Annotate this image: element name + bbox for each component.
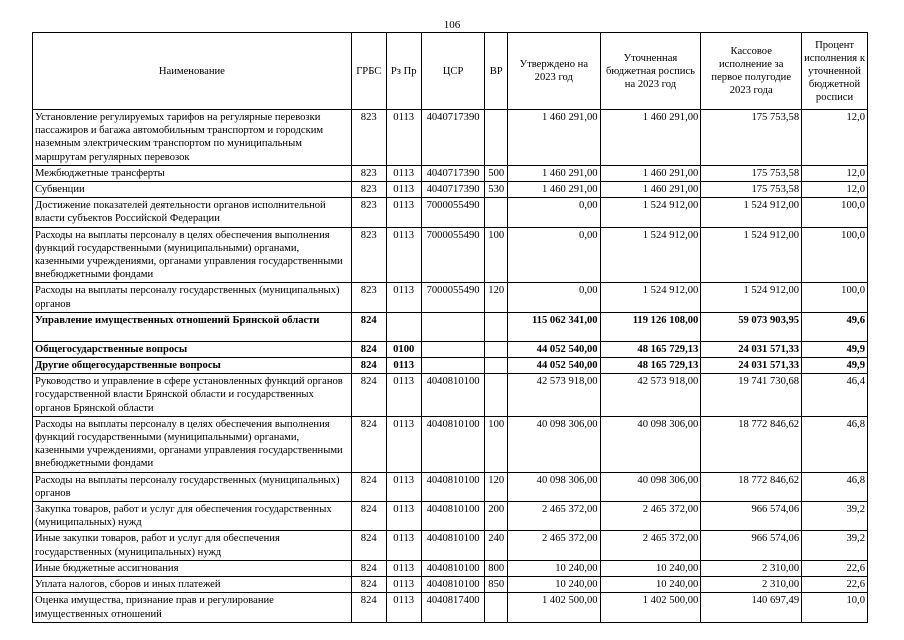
cell-vr <box>485 358 508 374</box>
cell-grbs: 823 <box>351 182 386 198</box>
cell-percent: 12,0 <box>802 182 868 198</box>
cell-vr: 120 <box>485 283 508 312</box>
cell-csr: 4040817400 <box>421 593 485 622</box>
header-executed: Кассовое исполнение за первое полугодие 2023 года <box>701 33 802 110</box>
cell-percent: 49,9 <box>802 358 868 374</box>
cell-name: Руководство и управление в сфере установленных функций органов государственной власти Брянской области и государственных органов Брянской области <box>33 374 352 417</box>
table-row <box>33 358 868 374</box>
cell-vr <box>485 374 508 417</box>
cell-rzpr <box>386 312 421 341</box>
header-percent: Процент исполнения к уточненной бюджетной росписи <box>802 33 868 110</box>
cell-vr: 100 <box>485 416 508 472</box>
table-row <box>33 227 868 283</box>
cell-grbs: 824 <box>351 531 386 560</box>
cell-grbs: 824 <box>351 358 386 374</box>
table-row <box>33 182 868 198</box>
cell-csr: 4040810100 <box>421 560 485 576</box>
cell-grbs: 824 <box>351 312 386 341</box>
cell-executed: 1 524 912,00 <box>701 227 802 283</box>
cell-csr: 4040810100 <box>421 531 485 560</box>
cell-grbs: 823 <box>351 110 386 166</box>
cell-vr <box>485 312 508 341</box>
cell-name: Иные закупки товаров, работ и услуг для обеспечения государственных (муниципальных) нужд <box>33 531 352 560</box>
cell-name: Оценка имущества, признание прав и регулирование имущественных отношений <box>33 593 352 622</box>
cell-name: Управление имущественных отношений Брянской области <box>33 312 352 341</box>
header-grbs: ГРБС <box>351 33 386 110</box>
header-rzpr: Рз Пр <box>386 33 421 110</box>
header-row <box>33 33 868 110</box>
cell-revised: 10 240,00 <box>600 577 701 593</box>
cell-name: Установление регулируемых тарифов на регулярные перевозки пассажиров и багажа автомобильным транспортом и городским наземным электрическим транспортом по муниципальным маршрутам регулярных перевозок <box>33 110 352 166</box>
cell-vr: 120 <box>485 472 508 501</box>
cell-rzpr: 0113 <box>386 374 421 417</box>
cell-executed: 18 772 846,62 <box>701 472 802 501</box>
cell-name: Достижение показателей деятельности органов исполнительной власти субъектов Российской Федерации <box>33 198 352 227</box>
cell-executed: 2 310,00 <box>701 577 802 593</box>
budget-table <box>32 32 868 623</box>
cell-approved: 1 460 291,00 <box>508 165 601 181</box>
cell-approved: 115 062 341,00 <box>508 312 601 341</box>
cell-executed: 18 772 846,62 <box>701 416 802 472</box>
cell-grbs: 823 <box>351 165 386 181</box>
cell-approved: 10 240,00 <box>508 577 601 593</box>
cell-name: Субвенции <box>33 182 352 198</box>
cell-approved: 1 460 291,00 <box>508 110 601 166</box>
cell-percent: 39,2 <box>802 531 868 560</box>
page-number: 106 <box>443 19 461 31</box>
table-row <box>33 593 868 622</box>
cell-rzpr: 0113 <box>386 472 421 501</box>
cell-rzpr: 0100 <box>386 341 421 357</box>
table-row <box>33 341 868 357</box>
cell-csr: 7000055490 <box>421 198 485 227</box>
cell-revised: 10 240,00 <box>600 560 701 576</box>
cell-grbs: 823 <box>351 227 386 283</box>
cell-approved: 0,00 <box>508 227 601 283</box>
cell-vr <box>485 110 508 166</box>
cell-name: Расходы на выплаты персоналу в целях обеспечения выполнения функций государственными (муниципальными) органами, казенными учреждениями, органами управления государственными внебюджетными фондами <box>33 227 352 283</box>
cell-name: Расходы на выплаты персоналу в целях обеспечения выполнения функций государственными (муниципальными) органами, казенными учреждениями, органами управления государственными внебюджетными фондами <box>33 416 352 472</box>
cell-revised: 48 165 729,13 <box>600 341 701 357</box>
cell-approved: 40 098 306,00 <box>508 416 601 472</box>
cell-rzpr: 0113 <box>386 165 421 181</box>
cell-revised: 1 460 291,00 <box>600 110 701 166</box>
cell-percent: 49,9 <box>802 341 868 357</box>
cell-vr: 500 <box>485 165 508 181</box>
cell-name: Уплата налогов, сборов и иных платежей <box>33 577 352 593</box>
cell-vr: 800 <box>485 560 508 576</box>
cell-rzpr: 0113 <box>386 560 421 576</box>
cell-executed: 24 031 571,33 <box>701 341 802 357</box>
cell-vr <box>485 593 508 622</box>
cell-revised: 1 402 500,00 <box>600 593 701 622</box>
cell-executed: 19 741 730,68 <box>701 374 802 417</box>
cell-percent: 10,0 <box>802 593 868 622</box>
cell-csr: 4040717390 <box>421 165 485 181</box>
cell-vr <box>485 341 508 357</box>
cell-vr: 200 <box>485 502 508 531</box>
cell-grbs: 823 <box>351 283 386 312</box>
table-row <box>33 198 868 227</box>
cell-approved: 0,00 <box>508 198 601 227</box>
table-body <box>33 110 868 623</box>
cell-revised: 48 165 729,13 <box>600 358 701 374</box>
cell-approved: 10 240,00 <box>508 560 601 576</box>
cell-rzpr: 0113 <box>386 531 421 560</box>
cell-rzpr: 0113 <box>386 182 421 198</box>
cell-rzpr: 0113 <box>386 110 421 166</box>
cell-percent: 22,6 <box>802 577 868 593</box>
cell-percent: 49,6 <box>802 312 868 341</box>
cell-executed: 140 697,49 <box>701 593 802 622</box>
cell-name: Другие общегосударственные вопросы <box>33 358 352 374</box>
cell-percent: 46,4 <box>802 374 868 417</box>
header-csr: ЦСР <box>421 33 485 110</box>
cell-executed: 59 073 903,95 <box>701 312 802 341</box>
header-approved: Утверждено на 2023 год <box>508 33 601 110</box>
cell-executed: 175 753,58 <box>701 165 802 181</box>
cell-revised: 1 524 912,00 <box>600 283 701 312</box>
header-vr: ВР <box>485 33 508 110</box>
cell-executed: 966 574,06 <box>701 531 802 560</box>
cell-percent: 46,8 <box>802 416 868 472</box>
cell-csr <box>421 358 485 374</box>
cell-revised: 40 098 306,00 <box>600 416 701 472</box>
cell-rzpr: 0113 <box>386 227 421 283</box>
cell-csr: 4040810100 <box>421 502 485 531</box>
cell-executed: 1 524 912,00 <box>701 198 802 227</box>
cell-vr: 850 <box>485 577 508 593</box>
cell-rzpr: 0113 <box>386 577 421 593</box>
cell-approved: 42 573 918,00 <box>508 374 601 417</box>
cell-csr <box>421 341 485 357</box>
cell-name: Расходы на выплаты персоналу государственных (муниципальных) органов <box>33 283 352 312</box>
cell-csr: 4040810100 <box>421 374 485 417</box>
cell-vr: 240 <box>485 531 508 560</box>
cell-executed: 966 574,06 <box>701 502 802 531</box>
cell-name: Межбюджетные трансферты <box>33 165 352 181</box>
cell-grbs: 824 <box>351 374 386 417</box>
header-name: Наименование <box>33 33 352 110</box>
cell-executed: 175 753,58 <box>701 182 802 198</box>
cell-grbs: 824 <box>351 593 386 622</box>
cell-approved: 1 460 291,00 <box>508 182 601 198</box>
cell-executed: 24 031 571,33 <box>701 358 802 374</box>
cell-csr: 4040717390 <box>421 182 485 198</box>
cell-percent: 22,6 <box>802 560 868 576</box>
cell-percent: 100,0 <box>802 283 868 312</box>
cell-csr: 4040810100 <box>421 577 485 593</box>
cell-revised: 1 524 912,00 <box>600 227 701 283</box>
cell-revised: 1 460 291,00 <box>600 182 701 198</box>
table-row <box>33 165 868 181</box>
cell-approved: 40 098 306,00 <box>508 472 601 501</box>
cell-percent: 12,0 <box>802 165 868 181</box>
cell-percent: 46,8 <box>802 472 868 501</box>
cell-name: Иные бюджетные ассигнования <box>33 560 352 576</box>
cell-percent: 100,0 <box>802 198 868 227</box>
table-row <box>33 577 868 593</box>
cell-grbs: 823 <box>351 198 386 227</box>
cell-revised: 119 126 108,00 <box>600 312 701 341</box>
table-row <box>33 312 868 341</box>
cell-csr: 4040810100 <box>421 472 485 501</box>
cell-grbs: 824 <box>351 502 386 531</box>
cell-approved: 0,00 <box>508 283 601 312</box>
cell-vr <box>485 198 508 227</box>
cell-executed: 175 753,58 <box>701 110 802 166</box>
cell-rzpr: 0113 <box>386 283 421 312</box>
cell-grbs: 824 <box>351 341 386 357</box>
cell-vr: 530 <box>485 182 508 198</box>
cell-revised: 42 573 918,00 <box>600 374 701 417</box>
table-row <box>33 472 868 501</box>
cell-rzpr: 0113 <box>386 416 421 472</box>
cell-revised: 2 465 372,00 <box>600 531 701 560</box>
table-row <box>33 283 868 312</box>
table-row <box>33 531 868 560</box>
cell-csr: 4040717390 <box>421 110 485 166</box>
cell-percent: 12,0 <box>802 110 868 166</box>
cell-csr: 7000055490 <box>421 227 485 283</box>
cell-approved: 2 465 372,00 <box>508 531 601 560</box>
cell-grbs: 824 <box>351 577 386 593</box>
cell-revised: 1 460 291,00 <box>600 165 701 181</box>
cell-revised: 2 465 372,00 <box>600 502 701 531</box>
cell-rzpr: 0113 <box>386 502 421 531</box>
cell-name: Общегосударственные вопросы <box>33 341 352 357</box>
table-row <box>33 110 868 166</box>
cell-vr: 100 <box>485 227 508 283</box>
cell-percent: 39,2 <box>802 502 868 531</box>
cell-grbs: 824 <box>351 472 386 501</box>
cell-approved: 44 052 540,00 <box>508 358 601 374</box>
cell-name: Закупка товаров, работ и услуг для обеспечения государственных (муниципальных) нужд <box>33 502 352 531</box>
cell-approved: 2 465 372,00 <box>508 502 601 531</box>
cell-csr <box>421 312 485 341</box>
cell-rzpr: 0113 <box>386 198 421 227</box>
cell-percent: 100,0 <box>802 227 868 283</box>
cell-approved: 1 402 500,00 <box>508 593 601 622</box>
table-row <box>33 502 868 531</box>
cell-revised: 40 098 306,00 <box>600 472 701 501</box>
cell-csr: 7000055490 <box>421 283 485 312</box>
cell-grbs: 824 <box>351 416 386 472</box>
cell-name: Расходы на выплаты персоналу государственных (муниципальных) органов <box>33 472 352 501</box>
cell-revised: 1 524 912,00 <box>600 198 701 227</box>
table-row <box>33 374 868 417</box>
cell-rzpr: 0113 <box>386 593 421 622</box>
cell-grbs: 824 <box>351 560 386 576</box>
cell-rzpr: 0113 <box>386 358 421 374</box>
cell-approved: 44 052 540,00 <box>508 341 601 357</box>
header-revised: Уточненная бюджетная роспись на 2023 год <box>600 33 701 110</box>
table-row <box>33 560 868 576</box>
cell-executed: 1 524 912,00 <box>701 283 802 312</box>
cell-executed: 2 310,00 <box>701 560 802 576</box>
cell-csr: 4040810100 <box>421 416 485 472</box>
table-row <box>33 416 868 472</box>
